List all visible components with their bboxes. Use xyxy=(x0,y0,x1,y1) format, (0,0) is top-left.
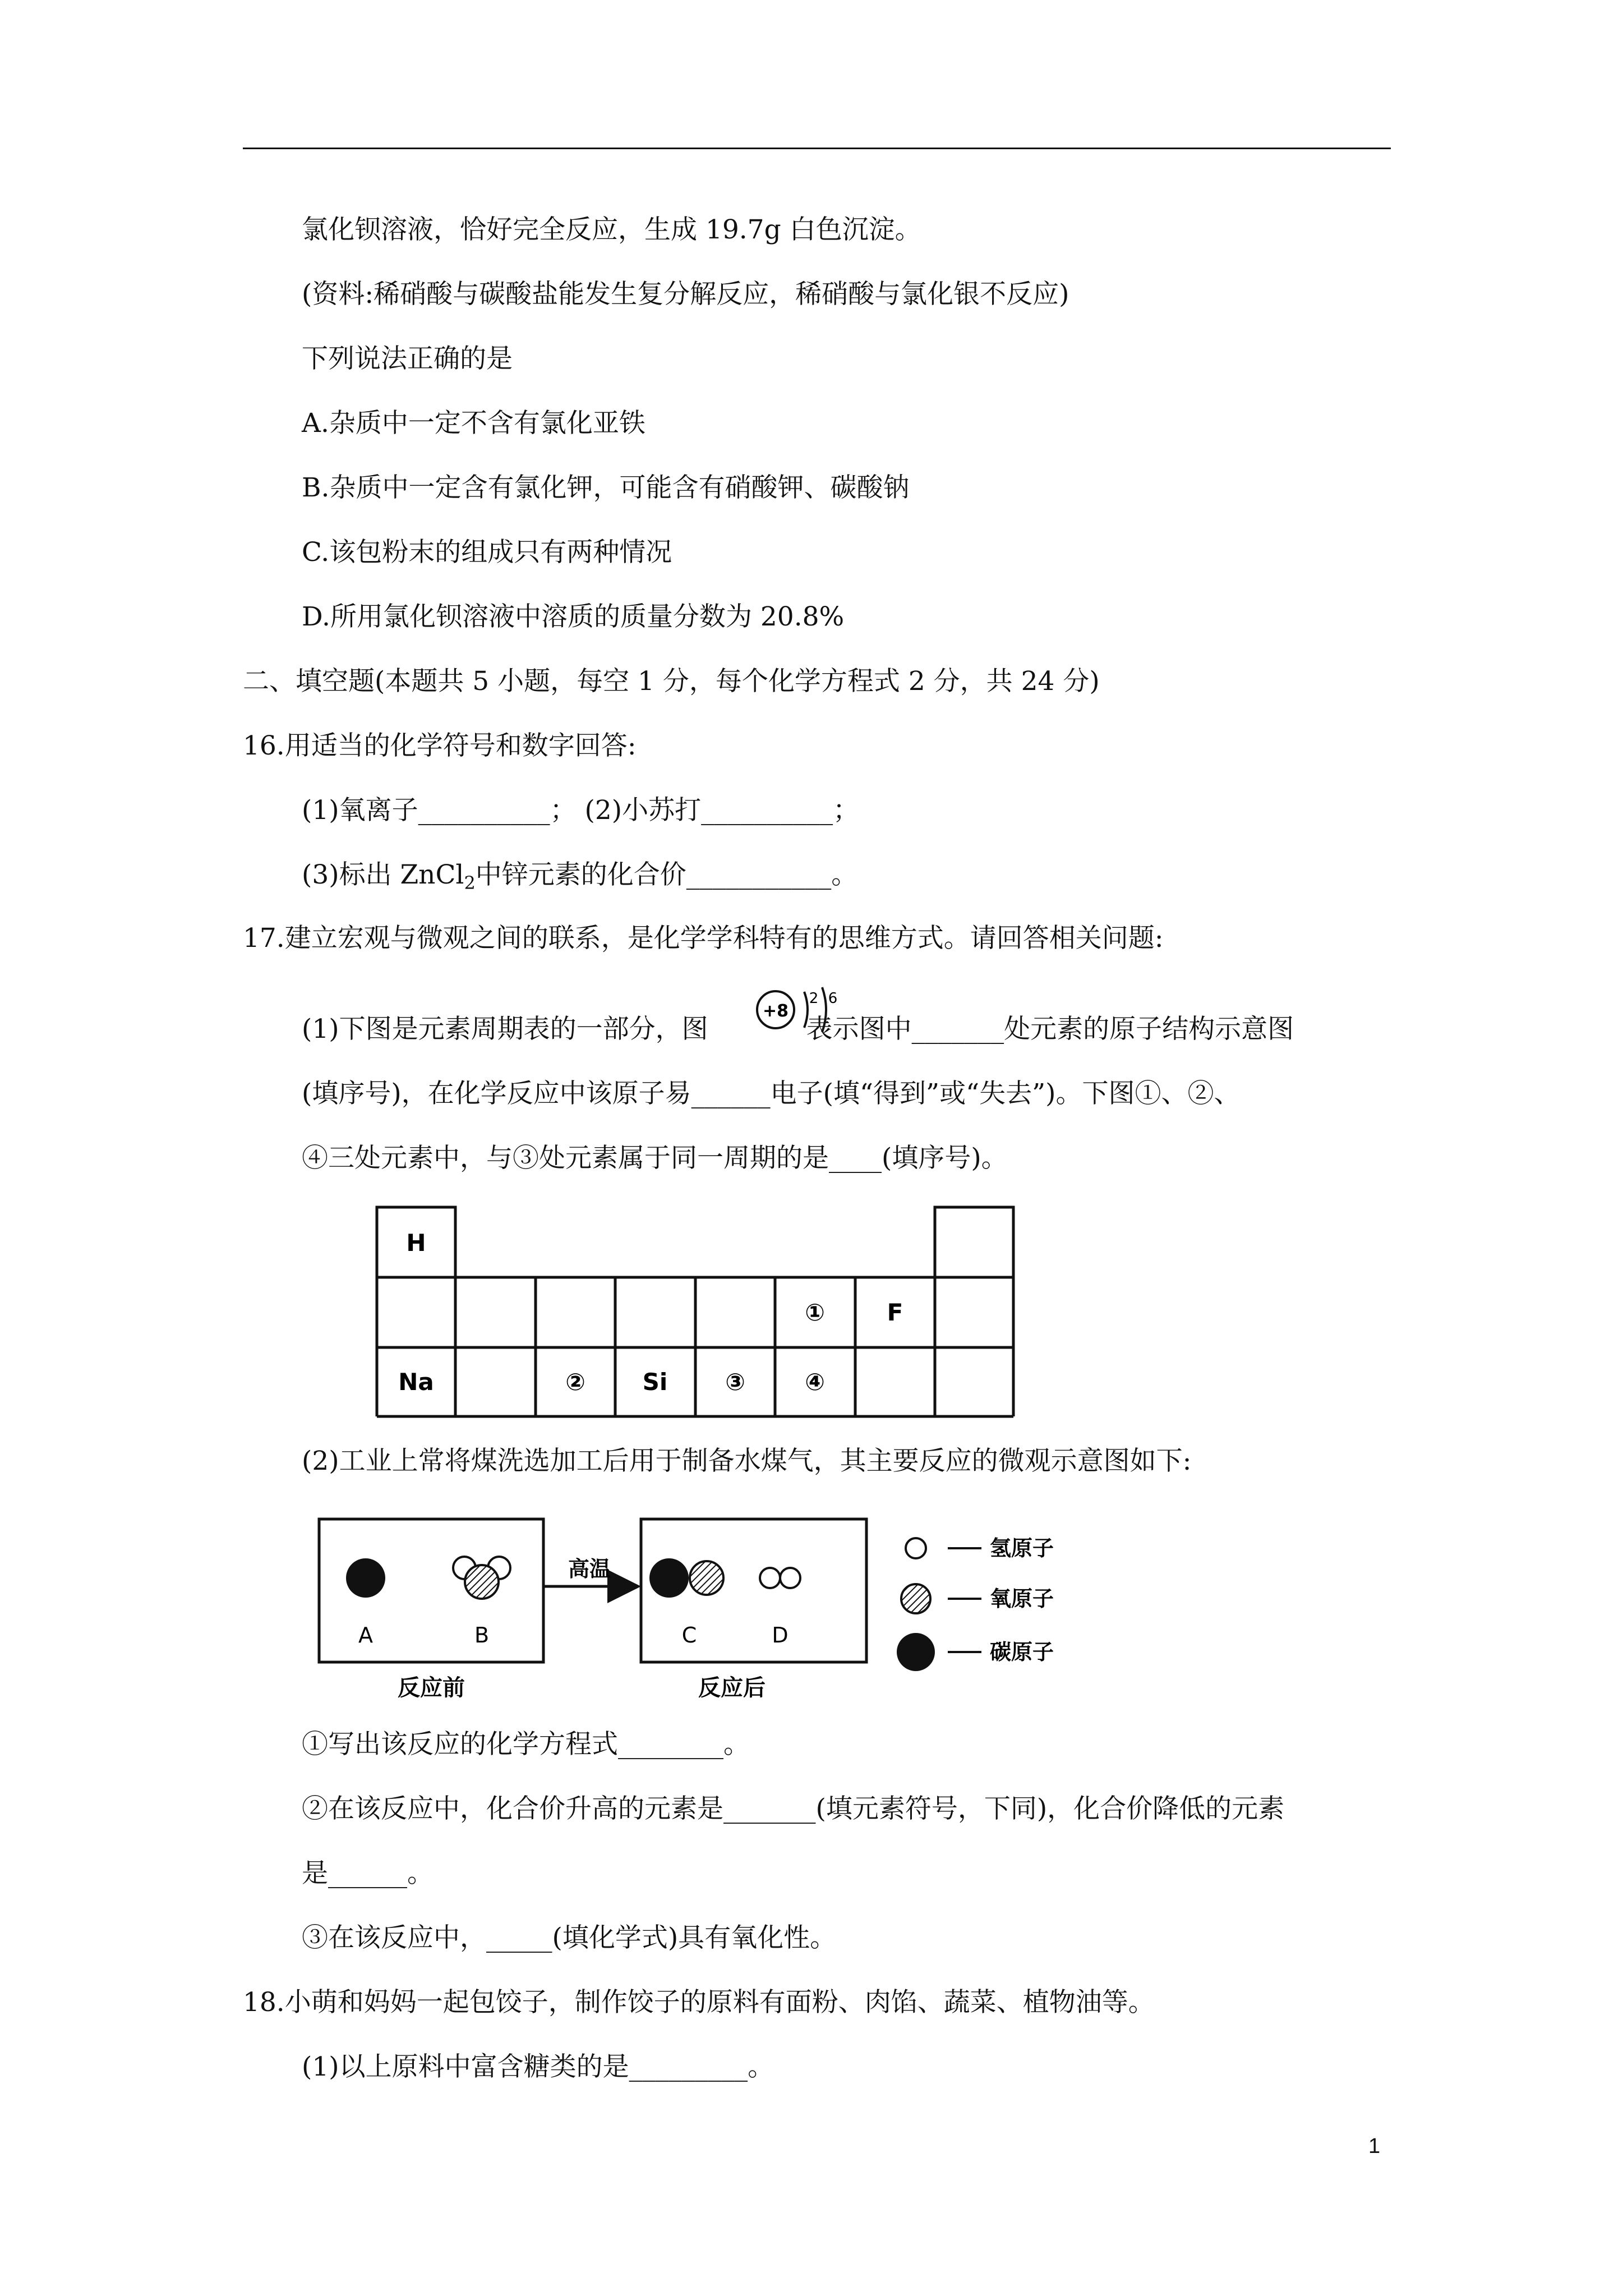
reaction-micro-diagram xyxy=(306,1503,1147,1705)
before-label: 反应前 xyxy=(398,1675,465,1701)
electron-shell-2 xyxy=(822,987,826,1032)
text-line: ②在该反应中，化合价升高的元素是_______(填元素符号，下同)，化合价降低的元素 xyxy=(302,1793,1285,1824)
header-rule xyxy=(243,148,1391,149)
element-position-1: ① xyxy=(805,1299,825,1326)
text-line: ③在该反应中，_____(填化学式)具有氧化性。 xyxy=(302,1922,837,1953)
text-line: 氯化钡溶液，恰好完全反应，生成 19.7g 白色沉淀。 xyxy=(302,214,921,245)
question-16: 16.用适当的化学符号和数字回答: xyxy=(243,730,637,761)
element-position-2: ② xyxy=(565,1368,585,1396)
element-h: H xyxy=(406,1229,426,1257)
electron-shell-1 xyxy=(804,992,808,1028)
legend-carbon: 碳原子 xyxy=(990,1640,1054,1664)
shell-2-count: 6 xyxy=(828,990,838,1007)
text-line: ④三处元素中，与③处元素属于同一周期的是____(填序号)。 xyxy=(302,1143,1008,1174)
atom-structure-diagram xyxy=(750,981,846,1042)
legend-oxygen-icon xyxy=(901,1584,930,1613)
question-18: 18.小萌和妈妈一起包饺子，制作饺子的原料有面粉、肉馅、蔬菜、植物油等。 xyxy=(243,1987,1155,2018)
element-na: Na xyxy=(398,1368,434,1396)
oxygen-atom xyxy=(690,1561,723,1595)
text-line: (1)以上原料中富含糖类的是_________。 xyxy=(302,2051,774,2082)
element-f: F xyxy=(887,1299,903,1326)
carbon-atom xyxy=(649,1558,689,1598)
label-d: D xyxy=(772,1623,789,1648)
legend-oxygen: 氧原子 xyxy=(990,1586,1054,1611)
label-b: B xyxy=(474,1623,490,1648)
shell-1-count: 2 xyxy=(809,990,819,1007)
option-a: A.杂质中一定不含有氯化亚铁 xyxy=(302,408,645,439)
legend-hydrogen-icon xyxy=(906,1538,926,1558)
element-si: Si xyxy=(642,1368,668,1396)
periodic-table-fragment xyxy=(370,1200,1026,1425)
nucleus-charge: +8 xyxy=(762,1001,789,1021)
element-position-3: ③ xyxy=(725,1368,745,1396)
reaction-condition: 高温 xyxy=(568,1557,611,1581)
element-position-4: ④ xyxy=(805,1368,825,1396)
hydrogen-atom xyxy=(760,1568,780,1588)
text-line: 是______。 xyxy=(302,1858,434,1889)
text-line: (资料:稀硝酸与碳酸盐能发生复分解反应，稀硝酸与氯化银不反应) xyxy=(302,279,1069,310)
text-line: ①写出该反应的化学方程式________。 xyxy=(302,1729,750,1760)
option-c: C.该包粉末的组成只有两种情况 xyxy=(302,537,672,568)
option-b: B.杂质中一定含有氯化钾，可能含有硝酸钾、碳酸钠 xyxy=(302,472,910,503)
text-line: (2)工业上常将煤洗选加工后用于制备水煤气，其主要反应的微观示意图如下: xyxy=(302,1446,1192,1476)
option-d: D.所用氯化钡溶液中溶质的质量分数为 20.8% xyxy=(302,601,845,632)
text-line: (3)标出 ZnCl$_2$中锌元素的化合价___________。 xyxy=(302,859,858,894)
legend-hydrogen: 氢原子 xyxy=(990,1536,1054,1561)
after-label: 反应后 xyxy=(698,1675,766,1701)
hydrogen-atom xyxy=(780,1568,800,1588)
label-c: C xyxy=(681,1623,697,1648)
text-line: 下列说法正确的是 xyxy=(302,343,513,374)
page-number: 1 xyxy=(1368,2134,1381,2158)
text-line: (1)下图是元素周期表的一部分，图 表示图中_______处元素的原子结构示意图 xyxy=(302,1014,1294,1045)
text-line: (填序号)，在化学反应中该原子易______电子(填“得到”或“失去”)。下图①、②、 xyxy=(302,1078,1241,1109)
label-a: A xyxy=(358,1623,373,1648)
oxygen-atom xyxy=(465,1565,499,1599)
carbon-atom xyxy=(346,1558,385,1598)
legend-carbon-icon xyxy=(897,1633,935,1671)
question-17: 17.建立宏观与微观之间的联系，是化学学科特有的思维方式。请回答相关问题: xyxy=(243,923,1164,954)
text-line: (1)氧离子__________； (2)小苏打__________； xyxy=(302,795,860,826)
section-heading: 二、填空题(本题共 5 小题，每空 1 分，每个化学方程式 2 分，共 24 分) xyxy=(243,666,1100,697)
